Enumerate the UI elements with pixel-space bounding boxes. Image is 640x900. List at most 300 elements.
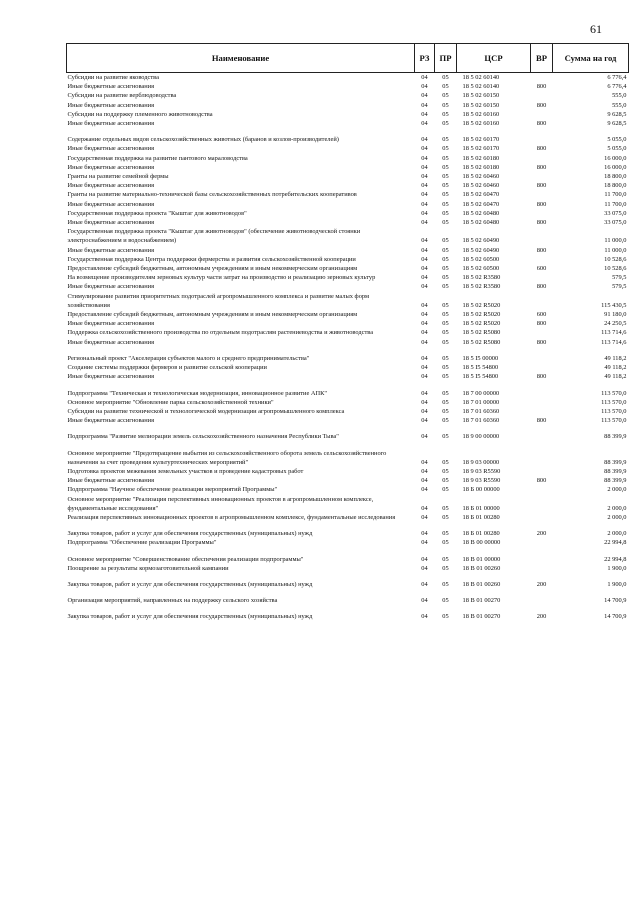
header-rz: РЗ [415, 44, 435, 73]
row-csr: 18 5 02 60180 [462, 154, 500, 162]
table-row [67, 110, 629, 119]
row-rz: 04 [421, 191, 428, 199]
row-csr: 18 Б 01 00280 [462, 530, 500, 538]
row-vr: 800 [536, 120, 547, 128]
row-pr: 05 [442, 504, 449, 512]
row-sum: 49 118,2 [604, 354, 627, 362]
row-pr: 05 [442, 364, 449, 372]
row-csr: 18 5 02 60150 [462, 92, 500, 100]
row-name: Подпрограмма "Техническая и технологическая модернизация, инновационное развитие АПК" [67, 389, 328, 397]
row-name: Иные бюджетные ассигнования [67, 417, 155, 425]
row-vr [531, 589, 553, 605]
row-vr: 800 [536, 200, 547, 208]
row-sum: 579,5 [612, 283, 627, 291]
row-csr: 18 5 02 60490 [462, 246, 500, 254]
row-sum: 11 000,0 [604, 237, 627, 245]
table-row [67, 319, 629, 328]
table-row [67, 154, 629, 163]
row-csr: 18 5 02 60490 [462, 237, 500, 245]
row-sum: 49 118,2 [604, 364, 627, 372]
row-pr: 05 [442, 555, 449, 563]
row-rz: 04 [421, 163, 428, 171]
table-row [67, 181, 629, 190]
row-vr [531, 407, 553, 416]
table-row [67, 564, 629, 573]
row-pr: 05 [442, 191, 449, 199]
row-vr [531, 328, 553, 337]
table-row [67, 282, 629, 291]
row-sum: 579,5 [612, 274, 627, 282]
row-rz: 04 [421, 467, 428, 475]
row-rz: 04 [421, 458, 428, 466]
row-rz: 04 [421, 364, 428, 372]
row-vr [531, 495, 553, 513]
row-csr: 18 9 03 R5590 [462, 477, 501, 485]
row-rz: 04 [421, 255, 428, 263]
row-vr [531, 209, 553, 218]
row-rz: 04 [421, 311, 428, 319]
row-vr [531, 538, 553, 547]
row-rz: 04 [421, 154, 428, 162]
row-csr: 18 Б 01 00000 [462, 504, 500, 512]
row-pr: 05 [442, 120, 449, 128]
table-row [67, 190, 629, 199]
row-vr: 800 [536, 373, 547, 381]
row-rz: 04 [421, 597, 428, 605]
table-row [67, 273, 629, 282]
row-rz: 04 [421, 539, 428, 547]
row-csr: 18 5 02 R3580 [462, 274, 501, 282]
table-row [67, 548, 629, 564]
row-rz: 04 [421, 274, 428, 282]
row-rz: 04 [421, 580, 428, 588]
row-name: Субсидии на развитие яководства [67, 74, 159, 81]
row-pr: 05 [442, 338, 449, 346]
row-pr: 05 [442, 255, 449, 263]
row-rz: 04 [421, 219, 428, 227]
row-rz: 04 [421, 120, 428, 128]
row-name: Предоставление субсидий бюджетным, автономным учреждениям и иным некоммерческим организациям [67, 265, 358, 273]
row-pr: 05 [442, 83, 449, 91]
row-sum: 18 800,0 [604, 182, 627, 190]
row-pr: 05 [442, 458, 449, 466]
row-rz: 04 [421, 110, 428, 118]
table-row [67, 538, 629, 547]
row-name: Предоставление субсидий бюджетным, автономным учреждениям и иным некоммерческим организациям [67, 311, 358, 319]
row-csr: 18 5 02 60500 [462, 255, 500, 263]
row-name: Иные бюджетные ассигнования [67, 338, 155, 346]
table-row [67, 218, 629, 227]
table-row [67, 163, 629, 172]
row-sum: 11 700,0 [604, 191, 627, 199]
row-name: Организация мероприятий, направленных на поддержку сельского хозяйства [67, 597, 278, 605]
row-name: Подпрограмма "Научное обеспечение реализации мероприятий Программы" [67, 486, 278, 494]
row-rz: 04 [421, 329, 428, 337]
row-name: Создание системы поддержки фермеров и развитие сельской кооперации [67, 364, 267, 372]
row-vr [531, 110, 553, 119]
row-sum: 6 776,4 [607, 83, 627, 91]
row-vr: 800 [536, 477, 547, 485]
row-name: Иные бюджетные ассигнования [67, 477, 155, 485]
row-pr: 05 [442, 283, 449, 291]
row-csr: 18 5 I5 00000 [462, 354, 499, 362]
row-sum: 6 776,4 [607, 74, 627, 81]
row-csr: 18 7 01 60360 [462, 417, 500, 425]
table-row [67, 82, 629, 91]
row-csr: 18 В 01 00000 [462, 555, 501, 563]
row-sum: 49 118,2 [604, 373, 627, 381]
row-sum: 24 250,5 [604, 320, 627, 328]
row-name: Иные бюджетные ассигнования [67, 219, 155, 227]
header-sum: Сумма на год [553, 44, 629, 73]
row-sum: 88 399,9 [604, 458, 627, 466]
row-rz: 04 [421, 136, 428, 144]
row-sum: 11 000,0 [604, 246, 627, 254]
row-pr: 05 [442, 209, 449, 217]
row-pr: 05 [442, 417, 449, 425]
row-name: На возмещение производителям зерновых культур части затрат на производство и реализацию зерновых культур [67, 274, 376, 282]
row-name: Иные бюджетные ассигнования [67, 101, 155, 109]
row-vr: 600 [536, 265, 547, 273]
row-pr: 05 [442, 398, 449, 406]
row-name: Иные бюджетные ассигнования [67, 320, 155, 328]
table-row [67, 91, 629, 100]
row-sum: 2 000,0 [607, 504, 627, 512]
row-rz: 04 [421, 182, 428, 190]
row-csr: 18 5 02 60180 [462, 163, 500, 171]
row-rz: 04 [421, 373, 428, 381]
row-vr: 200 [536, 530, 547, 538]
row-vr [531, 564, 553, 573]
row-sum: 9 628,5 [607, 110, 627, 118]
row-csr: 18 5 02 60160 [462, 110, 500, 118]
row-rz: 04 [421, 209, 428, 217]
row-name: Субсидии на развитие верблюдоводства [67, 92, 177, 100]
row-pr: 05 [442, 513, 449, 521]
table-row [67, 363, 629, 372]
table-row [67, 442, 629, 467]
table-header-row [67, 44, 629, 73]
row-csr: 18 7 00 00000 [462, 389, 500, 397]
row-name: Субсидии на развитие технической и технологической модернизации агропромышленного комплекса [67, 407, 345, 415]
table-row [67, 119, 629, 128]
row-name: Гранты на развитие материально-технической базы сельскохозяйственных потребительских кооперативов [67, 191, 357, 199]
table-row [67, 255, 629, 264]
row-sum: 18 800,0 [604, 173, 627, 181]
table-row [67, 128, 629, 144]
row-pr: 05 [442, 274, 449, 282]
row-csr: 18 5 02 R3580 [462, 283, 501, 291]
table-row [67, 605, 629, 621]
header-name: Наименование [67, 44, 415, 73]
row-csr: 18 Б 00 00000 [462, 486, 500, 494]
row-rz: 04 [421, 83, 428, 91]
table-row [67, 573, 629, 589]
row-rz: 04 [421, 477, 428, 485]
row-vr [531, 398, 553, 407]
row-rz: 04 [421, 513, 428, 521]
row-pr: 05 [442, 564, 449, 572]
row-vr [531, 425, 553, 441]
row-csr: 18 В 01 00270 [462, 597, 501, 605]
row-vr [531, 227, 553, 245]
row-pr: 05 [442, 173, 449, 181]
row-sum: 10 528,6 [604, 265, 627, 273]
row-sum: 2 000,0 [607, 530, 627, 538]
row-pr: 05 [442, 301, 449, 309]
row-name: Иные бюджетные ассигнования [67, 145, 155, 153]
row-vr: 800 [536, 417, 547, 425]
row-name: Иные бюджетные ассигнования [67, 83, 155, 91]
row-name: Основное мероприятие "Реализация перспективных инновационных проектов в агропромышленном комплексе, фундаментальные исследования" [67, 495, 374, 512]
row-name: Стимулирование развития приоритетных подотраслей агропромышленного комплекса и развитие малых форм хозяйствования [67, 292, 370, 309]
row-sum: 113 570,0 [601, 407, 627, 415]
row-vr: 800 [536, 163, 547, 171]
row-csr: 18 5 02 R5080 [462, 329, 501, 337]
table-row [67, 73, 629, 83]
row-sum: 22 994,8 [604, 555, 627, 563]
row-pr: 05 [442, 237, 449, 245]
row-pr: 05 [442, 163, 449, 171]
row-pr: 05 [442, 354, 449, 362]
row-pr: 05 [442, 539, 449, 547]
table-row [67, 522, 629, 538]
row-name: Реализация перспективных инновационных проектов в агропромышленном комплексе, фундаментальные исследования [67, 513, 396, 521]
row-csr: 18 5 02 60140 [462, 74, 500, 81]
row-rz: 04 [421, 338, 428, 346]
table-row [67, 338, 629, 347]
row-rz: 04 [421, 417, 428, 425]
row-rz: 04 [421, 173, 428, 181]
row-vr [531, 382, 553, 398]
row-name: Региональный проект "Акселерация субъектов малого и среднего предпринимательства" [67, 354, 310, 362]
row-rz: 04 [421, 237, 428, 245]
row-vr: 800 [536, 246, 547, 254]
row-pr: 05 [442, 580, 449, 588]
row-pr: 05 [442, 145, 449, 153]
row-sum: 91 180,0 [604, 311, 627, 319]
row-pr: 05 [442, 486, 449, 494]
row-pr: 05 [442, 136, 449, 144]
row-name: Иные бюджетные ассигнования [67, 182, 155, 190]
row-pr: 05 [442, 265, 449, 273]
row-rz: 04 [421, 486, 428, 494]
row-sum: 113 714,6 [601, 338, 627, 346]
row-rz: 04 [421, 101, 428, 109]
row-pr: 05 [442, 373, 449, 381]
table-row [67, 407, 629, 416]
row-name: Основное мероприятие "Предотвращение выбытия из сельскохозяйственного оборота земель сельскохозяйственного назначения за счет проведения культуртехнических мероприятий" [67, 449, 387, 466]
table-row [67, 347, 629, 363]
row-name: Государственная поддержка проекта "Кыштаг для животноводов" [67, 209, 247, 217]
table-row [67, 209, 629, 218]
row-name: Государственная поддержка на развитие пантового мараловодства [67, 154, 248, 162]
row-rz: 04 [421, 92, 428, 100]
row-rz: 04 [421, 200, 428, 208]
row-sum: 2 000,0 [607, 513, 627, 521]
row-vr: 800 [536, 283, 547, 291]
row-rz: 04 [421, 433, 428, 441]
row-vr [531, 467, 553, 476]
row-sum: 2 000,0 [607, 486, 627, 494]
row-name: Иные бюджетные ассигнования [67, 120, 155, 128]
row-pr: 05 [442, 320, 449, 328]
row-vr: 600 [536, 311, 547, 319]
page-number: 61 [590, 22, 602, 36]
row-vr [531, 485, 553, 494]
row-rz: 04 [421, 389, 428, 397]
row-csr: 18 5 02 60150 [462, 101, 500, 109]
table-row [67, 328, 629, 337]
row-name: Подпрограмма "Обеспечение реализации Программы" [67, 539, 217, 547]
row-csr: 18 Б 01 00280 [462, 513, 500, 521]
table-row [67, 425, 629, 441]
row-vr [531, 190, 553, 199]
row-rz: 04 [421, 145, 428, 153]
row-rz: 04 [421, 530, 428, 538]
row-sum: 5 055,0 [607, 145, 627, 153]
table-row [67, 172, 629, 181]
table-row [67, 101, 629, 110]
row-vr [531, 442, 553, 467]
row-pr: 05 [442, 467, 449, 475]
row-vr [531, 91, 553, 100]
table-row [67, 416, 629, 425]
row-vr: 800 [536, 145, 547, 153]
row-name: Гранты на развитие семейной фермы [67, 173, 169, 181]
row-csr: 18 9 03 R5590 [462, 467, 501, 475]
row-name: Субсидии на поддержку племенного животноводства [67, 110, 213, 118]
row-name: Основное мероприятие "Обновление парка сельскохозяйственной техники" [67, 398, 274, 406]
row-sum: 16 000,0 [604, 154, 627, 162]
row-rz: 04 [421, 564, 428, 572]
row-name: Иные бюджетные ассигнования [67, 283, 155, 291]
row-vr [531, 154, 553, 163]
row-name: Иные бюджетные ассигнования [67, 246, 155, 254]
row-csr: 18 5 02 R5020 [462, 311, 501, 319]
row-vr [531, 73, 553, 83]
row-vr [531, 172, 553, 181]
row-pr: 05 [442, 246, 449, 254]
row-pr: 05 [442, 407, 449, 415]
row-vr: 800 [536, 83, 547, 91]
row-csr: 18 В 01 00260 [462, 564, 501, 572]
row-rz: 04 [421, 555, 428, 563]
row-name: Иные бюджетные ассигнования [67, 163, 155, 171]
row-pr: 05 [442, 613, 449, 621]
row-csr: 18 В 01 00260 [462, 580, 501, 588]
row-sum: 14 700,9 [604, 597, 627, 605]
table-row [67, 495, 629, 513]
row-rz: 04 [421, 613, 428, 621]
row-vr [531, 363, 553, 372]
row-rz: 04 [421, 407, 428, 415]
row-csr: 18 5 02 R5020 [462, 320, 501, 328]
row-vr [531, 128, 553, 144]
row-name: Закупка товаров, работ и услуг для обеспечения государственных (муниципальных) нужд [67, 530, 313, 538]
row-sum: 115 430,5 [601, 301, 627, 309]
table-row [67, 372, 629, 381]
row-vr: 200 [536, 613, 547, 621]
row-name: Закупка товаров, работ и услуг для обеспечения государственных (муниципальных) нужд [67, 580, 313, 588]
table-row [67, 144, 629, 153]
table-row [67, 227, 629, 245]
row-csr: 18 5 02 60160 [462, 120, 500, 128]
row-csr: 18 7 01 60360 [462, 407, 500, 415]
row-vr [531, 292, 553, 310]
row-csr: 18 5 02 R5020 [462, 301, 501, 309]
row-csr: 18 5 02 60140 [462, 83, 500, 91]
row-sum: 33 075,0 [604, 219, 627, 227]
row-sum: 10 528,6 [604, 255, 627, 263]
table-row [67, 200, 629, 209]
row-csr: 18 9 03 00000 [462, 458, 500, 466]
row-csr: 18 5 02 60170 [462, 145, 500, 153]
row-sum: 1 900,0 [607, 564, 627, 572]
row-vr [531, 255, 553, 264]
header-csr: ЦСР [457, 44, 531, 73]
row-csr: 18 5 02 60500 [462, 265, 500, 273]
row-name: Государственная поддержка Центра поддержки фермерства и развития сельскохозяйственной кооперации [67, 255, 356, 263]
row-sum: 555,0 [612, 101, 627, 109]
table-row [67, 476, 629, 485]
row-sum: 33 075,0 [604, 209, 627, 217]
header-vr: ВР [531, 44, 553, 73]
row-csr: 18 5 I5 54800 [462, 373, 499, 381]
row-vr: 800 [536, 219, 547, 227]
table-row [67, 513, 629, 522]
row-vr: 800 [536, 182, 547, 190]
row-vr: 800 [536, 101, 547, 109]
row-name: Подпрограмма "Развитие мелиорации земель сельскохозяйственного назначения Республики Тыва" [67, 433, 339, 441]
table-body [67, 73, 629, 622]
row-vr: 800 [536, 320, 547, 328]
table-row [67, 310, 629, 319]
row-rz: 04 [421, 354, 428, 362]
row-rz: 04 [421, 398, 428, 406]
row-csr: 18 5 02 60480 [462, 209, 500, 217]
row-pr: 05 [442, 311, 449, 319]
row-vr [531, 513, 553, 522]
row-name: Иные бюджетные ассигнования [67, 373, 155, 381]
row-pr: 05 [442, 182, 449, 190]
row-vr: 200 [536, 580, 547, 588]
row-csr: 18 В 01 00270 [462, 613, 501, 621]
row-csr: 18 5 02 60470 [462, 191, 500, 199]
table-row [67, 467, 629, 476]
row-rz: 04 [421, 320, 428, 328]
row-pr: 05 [442, 433, 449, 441]
row-csr: 18 5 02 60460 [462, 173, 500, 181]
row-name: Основное мероприятие "Совершенствование обеспечения реализации подпрограммы" [67, 555, 304, 563]
row-csr: 18 7 01 00000 [462, 398, 500, 406]
row-vr [531, 548, 553, 564]
row-pr: 05 [442, 200, 449, 208]
row-rz: 04 [421, 265, 428, 273]
row-csr: 18 5 02 60460 [462, 182, 500, 190]
table-row [67, 246, 629, 255]
row-pr: 05 [442, 154, 449, 162]
row-vr: 800 [536, 338, 547, 346]
row-sum: 88 399,9 [604, 477, 627, 485]
row-sum: 9 628,5 [607, 120, 627, 128]
row-pr: 05 [442, 530, 449, 538]
table-row [67, 292, 629, 310]
row-name: Иные бюджетные ассигнования [67, 200, 155, 208]
row-pr: 05 [442, 219, 449, 227]
row-csr: 18 9 00 00000 [462, 433, 500, 441]
row-csr: 18 В 00 00000 [462, 539, 501, 547]
